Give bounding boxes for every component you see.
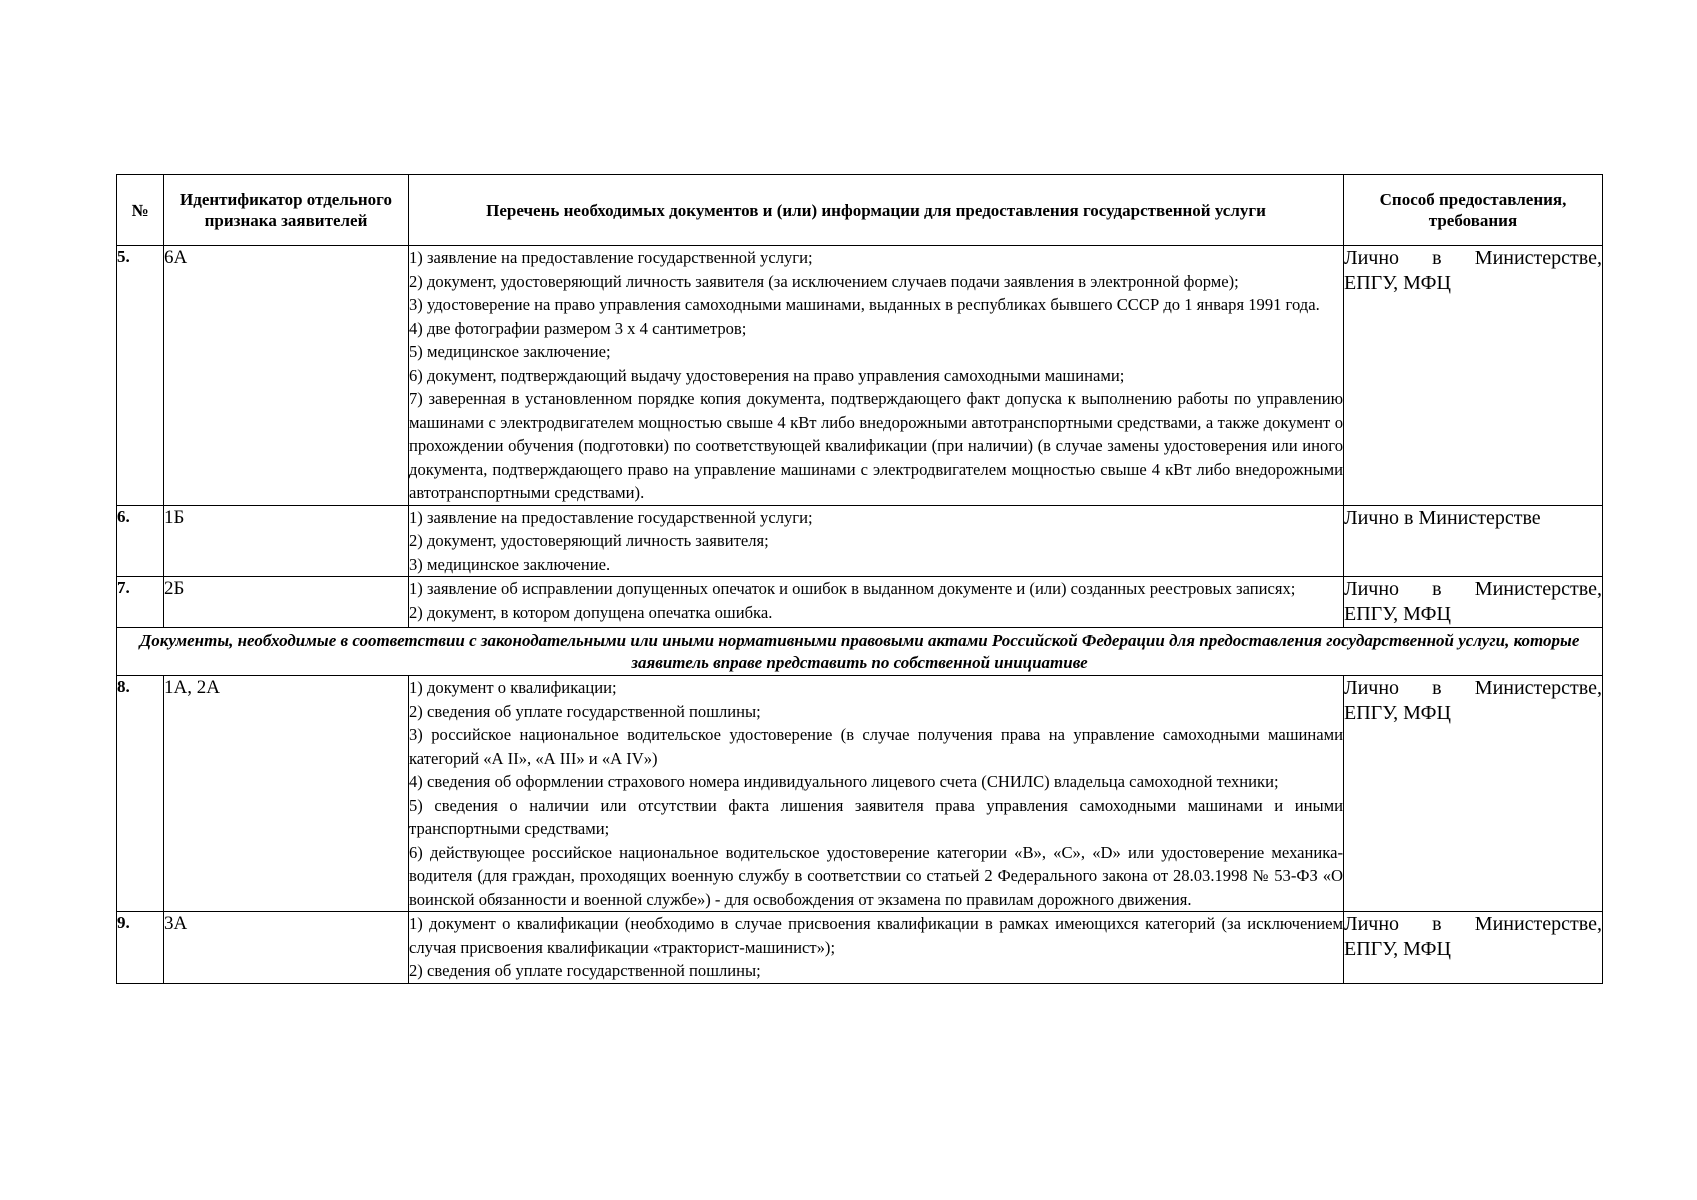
document-item: 3) удостоверение на право управления самоходными машинами, выданных в республиках бывшего СССР до 1 января 1991 года. bbox=[409, 295, 1320, 314]
section-row bbox=[117, 628, 1603, 676]
table-row bbox=[117, 676, 1603, 912]
row-identifier: 1А, 2А bbox=[164, 676, 409, 912]
document-item: 2) документ, в котором допущена опечатка ошибка. bbox=[409, 602, 773, 622]
header-method: Способ предоставления, требования bbox=[1344, 175, 1603, 246]
row-number: 9. bbox=[117, 912, 164, 984]
document-item: 4) сведения об оформлении страхового номера индивидуального лицевого счета (СНИЛС) владельца самоходной техники; bbox=[409, 772, 1279, 791]
row-identifier: 3А bbox=[164, 912, 409, 984]
row-method: Лично в Министерстве, ЕПГУ, МФЦ bbox=[1344, 577, 1603, 628]
table-header-row bbox=[117, 175, 1603, 246]
row-method: Лично в Министерстве, ЕПГУ, МФЦ bbox=[1344, 676, 1603, 912]
documents-table bbox=[116, 174, 1603, 984]
row-number: 7. bbox=[117, 577, 164, 628]
row-number: 6. bbox=[117, 505, 164, 577]
row-number: 5. bbox=[117, 246, 164, 506]
document-item: 7) заверенная в установленном порядке копия документа, подтверждающего факт допуска к выполнению работы по управлению машинами с электродвигателем мощностью свыше 4 кВт либо внедорожными автотранспортными средствами, а также документ о прохождении обучения (подготовки) по соответствующей квалификации (при наличии) (в случае замены удостоверения или иного документа, подтверждающего право на управление машинами с электродвигателем мощностью свыше 4 кВт либо внедорожными автотранспортными средствами). bbox=[409, 389, 1343, 502]
document-item: 1) заявление на предоставление государственной услуги; bbox=[409, 248, 813, 267]
table-row bbox=[117, 505, 1603, 577]
row-method: Лично в Министерстве bbox=[1344, 505, 1603, 577]
document-item: 1) заявление об исправлении допущенных опечаток и ошибок в выданном документе и (или) созданных реестровых записях; bbox=[409, 579, 1296, 598]
header-number: № bbox=[117, 175, 164, 246]
row-number: 8. bbox=[117, 676, 164, 912]
document-item: 2) документ, удостоверяющий личность заявителя; bbox=[409, 531, 769, 550]
row-identifier: 6А bbox=[164, 246, 409, 506]
document-item: 3) медицинское заключение. bbox=[409, 554, 611, 574]
document-item: 5) сведения о наличии или отсутствии факта лишения заявителя права управления самоходными машинами и иными транспортными средствами; bbox=[409, 795, 1343, 838]
header-documents: Перечень необходимых документов и (или) информации для предоставления государственной услуги bbox=[409, 175, 1344, 246]
document-item: 6) документ, подтверждающий выдачу удостоверения на право управления самоходными машинами; bbox=[409, 365, 1125, 385]
row-method: Лично в Министерстве, ЕПГУ, МФЦ bbox=[1344, 912, 1603, 984]
document-item: 4) две фотографии размером 3 х 4 сантиметров; bbox=[409, 318, 747, 338]
header-identifier: Идентификатор отдельного признака заявителей bbox=[164, 175, 409, 246]
section-title: Документы, необходимые в соответствии с законодательными или иными нормативными правовыми актами Российской Федерации для предоставления государственной услуги, которые заявитель вправе представить по собственной инициативе bbox=[117, 628, 1603, 676]
row-identifier: 2Б bbox=[164, 577, 409, 628]
document-item: 2) сведения об уплате государственной пошлины; bbox=[409, 701, 761, 721]
document-item: 5) медицинское заключение; bbox=[409, 342, 611, 361]
document-item: 1) документ о квалификации (необходимо в случае присвоения квалификации в рамках имеющихся категорий (за исключением случая присвоения квалификации «тракторист-машинист»); bbox=[409, 914, 1343, 957]
document-item: 2) документ, удостоверяющий личность заявителя (за исключением случаев подачи заявления в электронной форме); bbox=[409, 271, 1239, 291]
row-method: Лично в Министерстве, ЕПГУ, МФЦ bbox=[1344, 246, 1603, 506]
document-page bbox=[116, 174, 1602, 984]
row-documents bbox=[409, 246, 1344, 506]
document-item: 3) российское национальное водительское удостоверение (в случае получения права на управление самоходными машинами категорий «А II», «А III» и «А IV») bbox=[409, 725, 1343, 768]
row-identifier: 1Б bbox=[164, 505, 409, 577]
row-documents bbox=[409, 505, 1344, 577]
row-documents bbox=[409, 577, 1344, 628]
row-documents bbox=[409, 912, 1344, 984]
document-item: 2) сведения об уплате государственной пошлины; bbox=[409, 961, 761, 980]
table-row bbox=[117, 912, 1603, 984]
document-item: 1) документ о квалификации; bbox=[409, 678, 617, 697]
document-item: 6) действующее российское национальное водительское удостоверение категории «B», «C», «D» или удостоверение механика-водителя (для граждан, проходящих военную службу в соответствии со статьей 2 Федерального закона от 28.03.1998 № 53-ФЗ «О воинской обязанности и военной службе») - для освобождения от экзамена по правилам дорожного движения. bbox=[409, 842, 1343, 909]
row-documents bbox=[409, 676, 1344, 912]
document-item: 1) заявление на предоставление государственной услуги; bbox=[409, 507, 813, 527]
table-row bbox=[117, 577, 1603, 628]
table-row bbox=[117, 246, 1603, 506]
